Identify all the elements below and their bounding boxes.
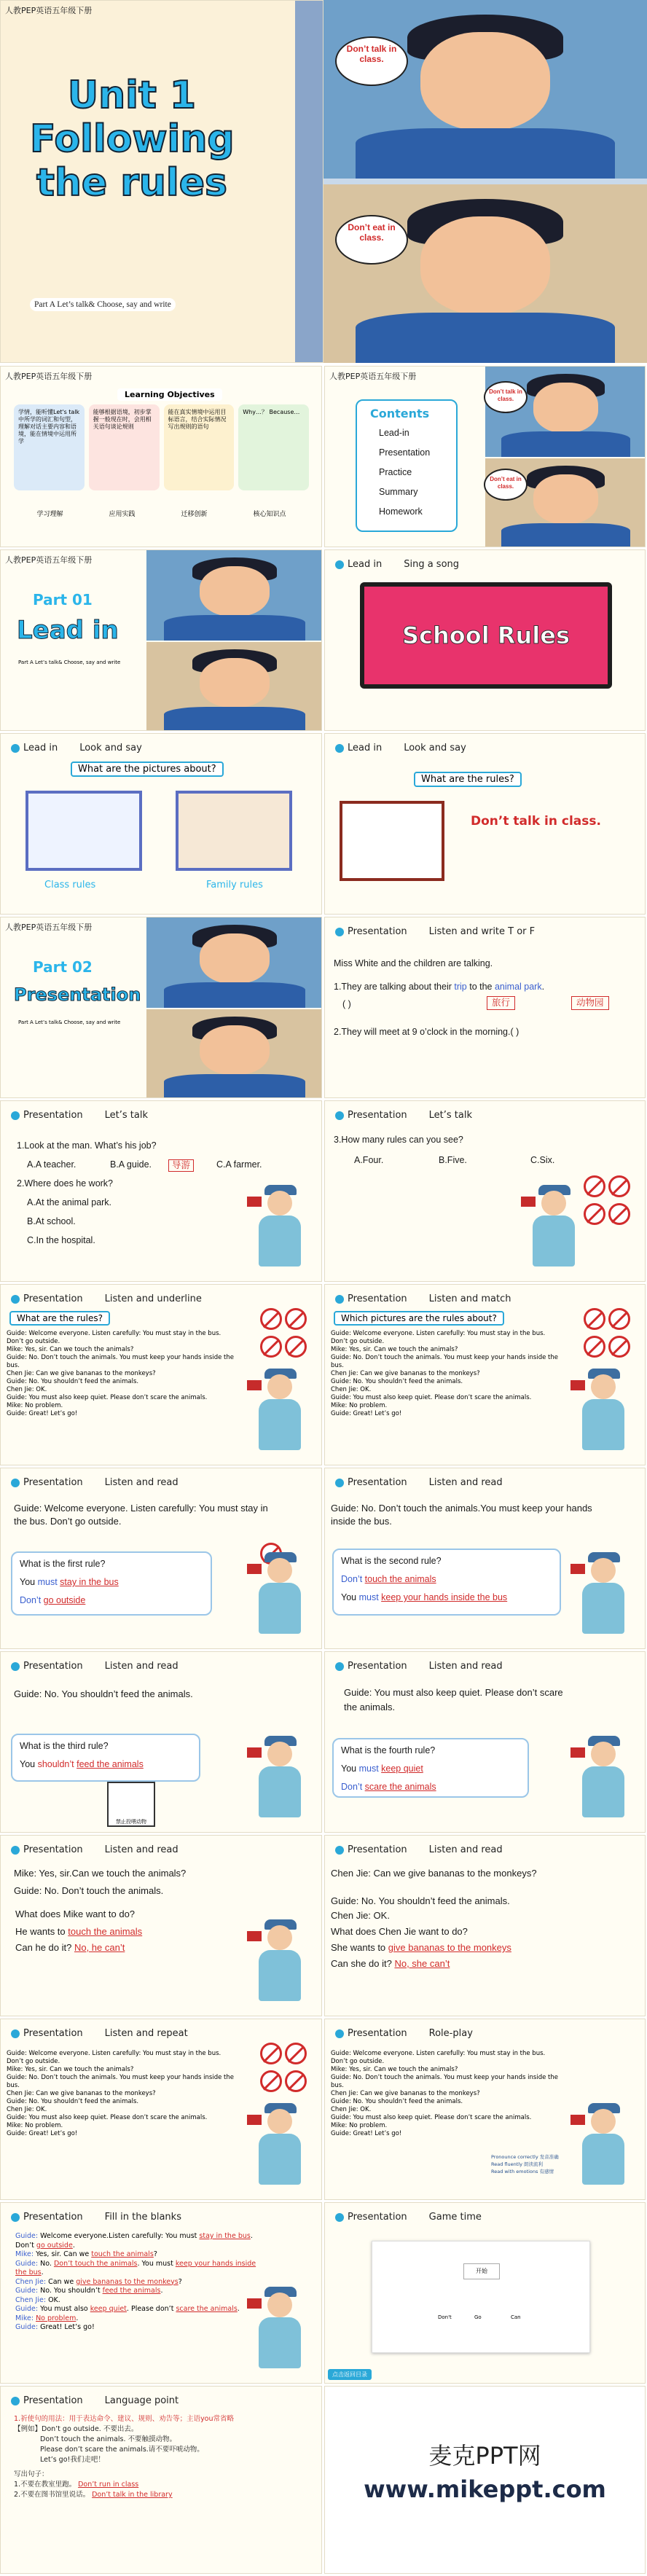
activity-heading: Language point [104,2395,179,2406]
guide-line: Guide: Welcome everyone. Listen carefully: You must stay in the bus. Don’t go outside. [14,1503,268,1527]
fill-stay: stay in the bus [60,1577,119,1587]
brand-label: 人教PEP英语五年级下册 [5,372,93,381]
guide-line: Guide: You must also keep quiet. Please don’t scare the animals. [344,1687,563,1712]
fill-library: Don’t talk in the library [92,2491,173,2499]
contents-box [356,399,458,532]
fill-line: Guide: Great! Let’s go! [15,2323,95,2331]
contents-item-3[interactable]: Practice [379,467,412,477]
slide-mike-wants: Presentation Listen and read Mike: Yes, sir.Can we touch the animals? Guide: No. Don’t touch the animals. What does Mike want to do? He wants to touch the animals Can he do it? No, he can’t [0,1835,322,2016]
speech-bubble-talk: Don’t talk in class. [484,381,528,413]
box-question: What is the first rule? [20,1559,106,1569]
section-heading: Lead in [335,559,382,570]
section-heading: Lead in [11,743,58,753]
fill-blank: keep your hands inside the bus [15,2259,256,2276]
part-number: Part 02 [33,958,93,976]
section-heading: Presentation [11,1477,83,1488]
fill-line: Chen Jie: OK. [15,2295,60,2304]
speech-bubble-talk: Don’t talk in class. [335,36,408,86]
start-button[interactable]: 开始 [463,2263,500,2279]
rule-answer-text: Don’t talk in class. [471,814,601,829]
objective-card-3: 能在真实情境中运用目标语言，结合实际情况写出规则的语句 [164,404,235,490]
answer-box: What is the first rule? You must stay in the bus Don’t go outside [11,1551,212,1616]
guide-illustration [247,1542,313,1644]
boy-eating-illustration [324,184,647,363]
answer-box: What is the third rule? You shouldn’t feed the animals [11,1734,200,1782]
option-a[interactable]: A.A teacher. [27,1159,77,1170]
fill-keep-hands: keep your hands inside the bus [381,1592,508,1602]
boy-illustration-1 [295,1,324,363]
fill-blank: feed the animals [102,2287,161,2295]
answer-blank-1[interactable]: ( ) [342,999,351,1009]
fill-line: Guide: Welcome everyone.Listen carefully: You must stay in the bus. Don’t go outside. [15,2232,253,2250]
option-b[interactable]: B.At school. [27,1216,76,1226]
section-heading: Presentation [11,2212,83,2223]
slide-third-rule [0,1651,322,1833]
activity-heading: Listen and read [104,1661,179,1672]
game-panel [372,2241,590,2353]
mike-line: Mike: Yes, sir.Can we touch the animals? [14,1868,187,1879]
brand-label: 人教PEP英语五年级下册 [329,372,417,381]
slide-objectives [0,366,322,547]
box-question: What is the fourth rule? [341,1745,436,1755]
guide-illustration [570,1358,636,1460]
slide-lets-talk-1 [0,1100,322,1282]
activity-heading: Fill in the blanks [104,2212,181,2223]
guide-illustration [570,1726,636,1828]
guide-illustration [247,1175,313,1277]
dialogue: Guide: Welcome everyone. Listen carefully: You must stay in the bus. Don’t go outside. Mike: Yes, sir. Can we touch the animals? Guide: No. Don’t touch the animals. You must keep your hands inside the bus. Chen Jie: Can we give bananas to the monkeys? Guide: No. You shouldn’t feed the animals. Chen Jie: OK. Guide: You must also keep quiet. Please don’t scare the animals. Mike: No problem. Guide: Great! Let’s go! [331,1330,558,1417]
question-3: 3.How many rules can you see? [334,1135,463,1145]
objective-label-1: 学习理解 [36,511,63,518]
activity-heading: Look and say [79,743,142,753]
section-heading: Presentation [335,1844,407,1855]
fill-blank: go outside [36,2241,73,2250]
box-question: What is the third rule? [20,1741,109,1751]
guide-illustration [521,1175,587,1277]
fill-dialogue [15,2232,263,2333]
activity-heading: Listen and match [428,1293,511,1304]
boy-illustration [146,1009,322,1098]
class-rules-picture [26,791,142,871]
brand-name-cn: 麦克PPT网 [428,2442,541,2470]
question-1: 1.Look at the man. What’s his job? [17,1140,157,1151]
contents-item-5[interactable]: Homework [379,506,423,517]
slide-listen-match [324,1284,646,1465]
rule-signs [582,1307,635,1362]
speech-bubble-eat: Don’t eat in class. [484,469,528,501]
fill-blank: touch the animals [91,2250,154,2258]
option-b[interactable]: B.Five. [439,1155,467,1165]
section-heading: Presentation [335,1293,407,1304]
slide-pictures [0,733,322,915]
slide-contents [324,366,646,547]
fill-mike-want: touch the animals [68,1926,143,1937]
activity-heading: Listen and write T or F [428,926,536,937]
song-title: School Rules [401,622,570,649]
contents-item-4[interactable]: Summary [379,487,418,497]
part-subtitle: Part A Let’s talk& Choose, say and write [18,659,121,665]
fill-blank: Don’t touch the animals [53,2259,138,2268]
fill-scare: scare the animals [364,1782,436,1792]
guide-illustration [247,2093,313,2195]
fill-line: Guide: No. Don’t touch the animals. You must keep your hands inside the bus. [15,2259,256,2276]
question-1: 1.They are talking about their trip to the animal park. [334,982,545,992]
slide-fill-blanks [0,2202,322,2384]
question-tag: Which pictures are the rules about? [334,1311,504,1326]
boy-illustration [146,550,322,641]
slide-fourth-rule [324,1651,646,1833]
activity-heading: Game time [428,2212,482,2223]
slide-what-rules [324,733,646,915]
slide-title-panels [324,0,647,363]
question-tag: What are the rules? [414,772,522,787]
fill-line: Mike: Yes, sir. Can we touch the animals? [15,2250,157,2258]
activity-heading: Let’s talk [428,1110,473,1121]
option-c[interactable]: C.A farmer. [216,1159,262,1170]
option-c[interactable]: C.Six. [530,1155,555,1165]
activity-heading: Look and say [404,743,466,753]
activity-heading: Sing a song [404,559,460,570]
boy-illustration [146,642,322,731]
slide-song [324,549,646,731]
fill-touch: touch the animals [364,1574,436,1584]
option-b[interactable]: B.A guide. [110,1159,152,1170]
question-2: 2.They will meet at 9 o’clock in the morning.( ) [334,1027,519,1037]
guide-line: Guide: No. You shouldn’t feed the animals. [14,1688,193,1699]
slide-title [0,0,324,363]
question-tag: What are the rules? [9,1311,110,1326]
rule-signs [259,2041,311,2097]
back-to-contents-button[interactable]: 点击返回目录 [328,2369,372,2380]
guide-illustration [247,1726,313,1828]
activity-heading: Listen and read [428,1477,503,1488]
section-heading: Presentation [335,1477,407,1488]
activity-heading: Listen and read [428,1844,503,1855]
section-heading: Presentation [335,926,407,937]
slide-second-rule [324,1468,646,1649]
slide-game [324,2202,646,2384]
rule-signs [582,1174,635,1229]
chenjie-ok: Chen Jie: OK. [331,1910,390,1921]
section-heading: Lead in [335,743,382,753]
brand-label: 人教PEP英语五年级下册 [5,6,93,15]
fill-go-outside: go outside [43,1595,86,1605]
objective-card-2: 能够根据语境，初步掌握一般现在时，会用相关语句谈论规则 [89,404,160,490]
context-line: Miss White and the children are talking. [334,958,493,968]
option-c[interactable]: C.In the hospital. [27,1235,95,1245]
option-b-cn: 导游 [168,1159,194,1172]
section-heading: Presentation [11,2395,83,2406]
guide-illustration [570,2093,636,2195]
section-heading: Presentation [11,1661,83,1672]
part-number: Part 01 [33,591,93,608]
guide-line: Guide: No. Don’t touch the animals.You must keep your hands inside the bus. [331,1503,592,1527]
contents-item-2[interactable]: Presentation [379,447,431,458]
activity-heading: Listen and underline [104,1293,202,1304]
answer-box: What is the fourth rule? You must keep quiet Don’t scare the animals [332,1738,529,1798]
fill-run: Don’t run in class [78,2481,139,2489]
fill-blank: No problem [36,2314,77,2322]
guide-illustration [247,2276,313,2379]
brand-label: 人教PEP英语五年级下册 [5,555,93,565]
section-heading: Presentation [11,1110,83,1121]
rating-legend: Pronounce correctly 发音准确 Read fluently 朗读流利 Read with emotions 有感情 [491,2154,559,2174]
guide-illustration [247,1909,313,2011]
family-rules-label: Family rules [206,880,263,890]
fill-blank: scare the animals [176,2305,238,2313]
dialogue: Guide: Welcome everyone. Listen carefully: You must stay in the bus. Don’t go outside. Mike: Yes, sir. Can we touch the animals? Guide: No. Don’t touch the animals. You must keep your hands inside the bus. Chen Jie: Can we give bananas to the monkeys? Guide: No. You shouldn’t feed the animals. Chen Jie: OK. Guide: You must also keep quiet. Please don’t scare the animals. Mike: No problem. Guide: Great! Let’s go! [7,2050,234,2137]
boy-quiet-illustration [324,0,647,179]
section-heading: Presentation [335,2212,407,2223]
slide-first-rule [0,1468,322,1649]
guide-illustration [247,1358,313,1460]
option-a[interactable]: A.Four. [354,1155,384,1165]
activity-heading: Listen and read [104,1844,179,1855]
fill-mike-can: No, he can’t [74,1942,125,1953]
fill-line: Chen Jie: Can we give bananas to the monkeys? [15,2277,182,2286]
song-video-banner[interactable] [360,582,612,689]
slide-role-play [324,2019,646,2200]
part-title: Presentation [14,984,141,1005]
contents-title: Contents [370,407,430,420]
slide-lets-talk-2 [324,1100,646,1282]
fill-chenjie-can: No, she can’t [394,1958,450,1969]
question-tag: What are the pictures about? [71,762,224,777]
subtitle: Part A Let’s talk& Choose, say and write [30,298,176,311]
speech-bubble-eat: Don’t eat in class. [335,215,408,265]
fill-blank: give bananas to the monkeys [76,2277,179,2286]
guide-line: Guide: No. Don’t touch the animals. [14,1885,164,1896]
contents-item-1[interactable]: Lead-in [379,428,409,438]
class-rules-label: Class rules [44,880,96,890]
section-heading: Presentation [11,2028,83,2039]
part-subtitle: Part A Let’s talk& Choose, say and write [18,1019,121,1025]
game-option[interactable]: Go [474,2314,482,2320]
activity-heading: Listen and read [104,1477,179,1488]
section-heading: Presentation [11,1293,83,1304]
guide-illustration [570,1542,636,1644]
section-heading: Presentation [335,1110,407,1121]
section-heading: Presentation [11,1844,83,1855]
activity-heading: Let’s talk [104,1110,149,1121]
activity-heading: Listen and read [428,1661,503,1672]
box-question: What is the second rule? [341,1556,442,1566]
objective-label-4: 核心知识点 [253,511,286,518]
slide-part02 [0,917,322,1098]
option-a[interactable]: A.At the animal park. [27,1197,112,1207]
objective-card-4: Why…？ Because… [238,404,309,490]
fill-chenjie-want: give bananas to the monkeys [388,1942,511,1953]
fill-line: Guide: You must also keep quiet. Please don’t scare the animals. [15,2305,240,2313]
slide-part01 [0,549,322,731]
section-heading: Presentation [335,2028,407,2039]
answer-box: What is the second rule? Don’t touch the animals You must keep your hands inside the bus [332,1549,561,1616]
box-question: What does Chen Jie want to do? [331,1926,468,1937]
slide-language-point [0,2386,322,2574]
unit-title: Unit 1 Following the rules [30,74,235,205]
fill-line: Mike: No problem. [15,2314,79,2322]
fill-feed: feed the animals [77,1759,144,1769]
dialogue: Guide: Welcome everyone. Listen carefully: You must stay in the bus. Don’t go outside. Mike: Yes, sir. Can we touch the animals? Guide: No. Don’t touch the animals. You must keep your hands inside the bus. Chen Jie: Can we give bananas to the monkeys? Guide: No. You shouldn’t feed the animals. Chen Jie: OK. Guide: You must also keep quiet. Please don’t scare the animals. Mike: No problem. Guide: Great! Let’s go! [7,1330,234,1417]
slide-brand [324,2386,646,2574]
slide-listen-underline [0,1284,322,1465]
part-title: Lead in [17,616,119,645]
fill-blank: stay in the bus [199,2232,251,2240]
family-rules-picture [176,791,292,871]
objectives-heading: Learning Objectives [117,388,222,401]
slide-listen-repeat [0,2019,322,2200]
fill-line: Guide: No. You shouldn’t feed the animals. [15,2287,163,2295]
guide-line: Guide: No. You shouldn’t feed the animals. [331,1895,510,1906]
objective-card-1: 学情，能听懂Let's talk中所学的词汇和句型，理解对话主要内容和语境，能在情境中运用所学 [14,404,85,490]
game-option[interactable]: Don't [438,2314,452,2320]
activity-heading: Role-play [428,2028,473,2039]
objective-label-3: 迁移创新 [181,511,208,518]
slide-chenjie-wants: Presentation Listen and read Chen Jie: Can we give bananas to the monkeys? Guide: No. You shouldn’t feed the animals. Chen Jie: OK. What does Chen Jie want to do? She wants to give bananas to the monkeys Can she do it? No, she can’t [324,1835,646,2016]
slide-true-false [324,917,646,1098]
no-talking-sign [340,801,444,881]
game-option[interactable]: Can [511,2314,521,2320]
box-question: What does Mike want to do? [15,1908,136,1919]
no-feeding-sign: 禁止投喂动物 [107,1782,155,1827]
fill-quiet: keep quiet [381,1763,423,1774]
boy-illustration [146,917,322,1008]
cn-trip: 旅行 [487,996,515,1010]
question-2: 2.Where does he work? [17,1178,114,1189]
objective-label-2: 应用实践 [109,511,136,518]
brand-url[interactable]: www.mikeppt.com [364,2475,606,2503]
dialogue: Guide: Welcome everyone. Listen carefully: You must stay in the bus. Don’t go outside. Mike: Yes, sir. Can we touch the animals? Guide: No. Don’t touch the animals. You must keep your hands inside the bus. Chen Jie: Can we give bananas to the monkeys? Guide: No. You shouldn’t feed the animals. Chen Jie: OK. Guide: You must also keep quiet. Please don’t scare the animals. Mike: No problem. Guide: Great! Let’s go! [331,2050,558,2137]
fill-blank: keep quiet [90,2305,127,2313]
rule-signs [259,1307,311,1362]
activity-heading: Listen and repeat [104,2028,188,2039]
language-notes: 1.祈使句的用法：用于表达命令、建议、规则、劝告等；主语you常省略 【例如】Don’t go outside. 不要出去。 Don’t touch the animals. 不要触摸动物。 Please don’t scare the animals.请不要吓唬动物。 Let’s go!我们走吧！ 写出句子： 1.不要在教室里跑。 Don’t run in class 2.不要在图书馆里说话。 Don’t talk in the library [14,2415,235,2499]
cn-animal-park: 动物园 [571,996,609,1010]
brand-label: 人教PEP英语五年级下册 [5,923,93,932]
section-heading: Presentation [335,1661,407,1672]
chenjie-line: Chen Jie: Can we give bananas to the monkeys? [331,1868,537,1879]
